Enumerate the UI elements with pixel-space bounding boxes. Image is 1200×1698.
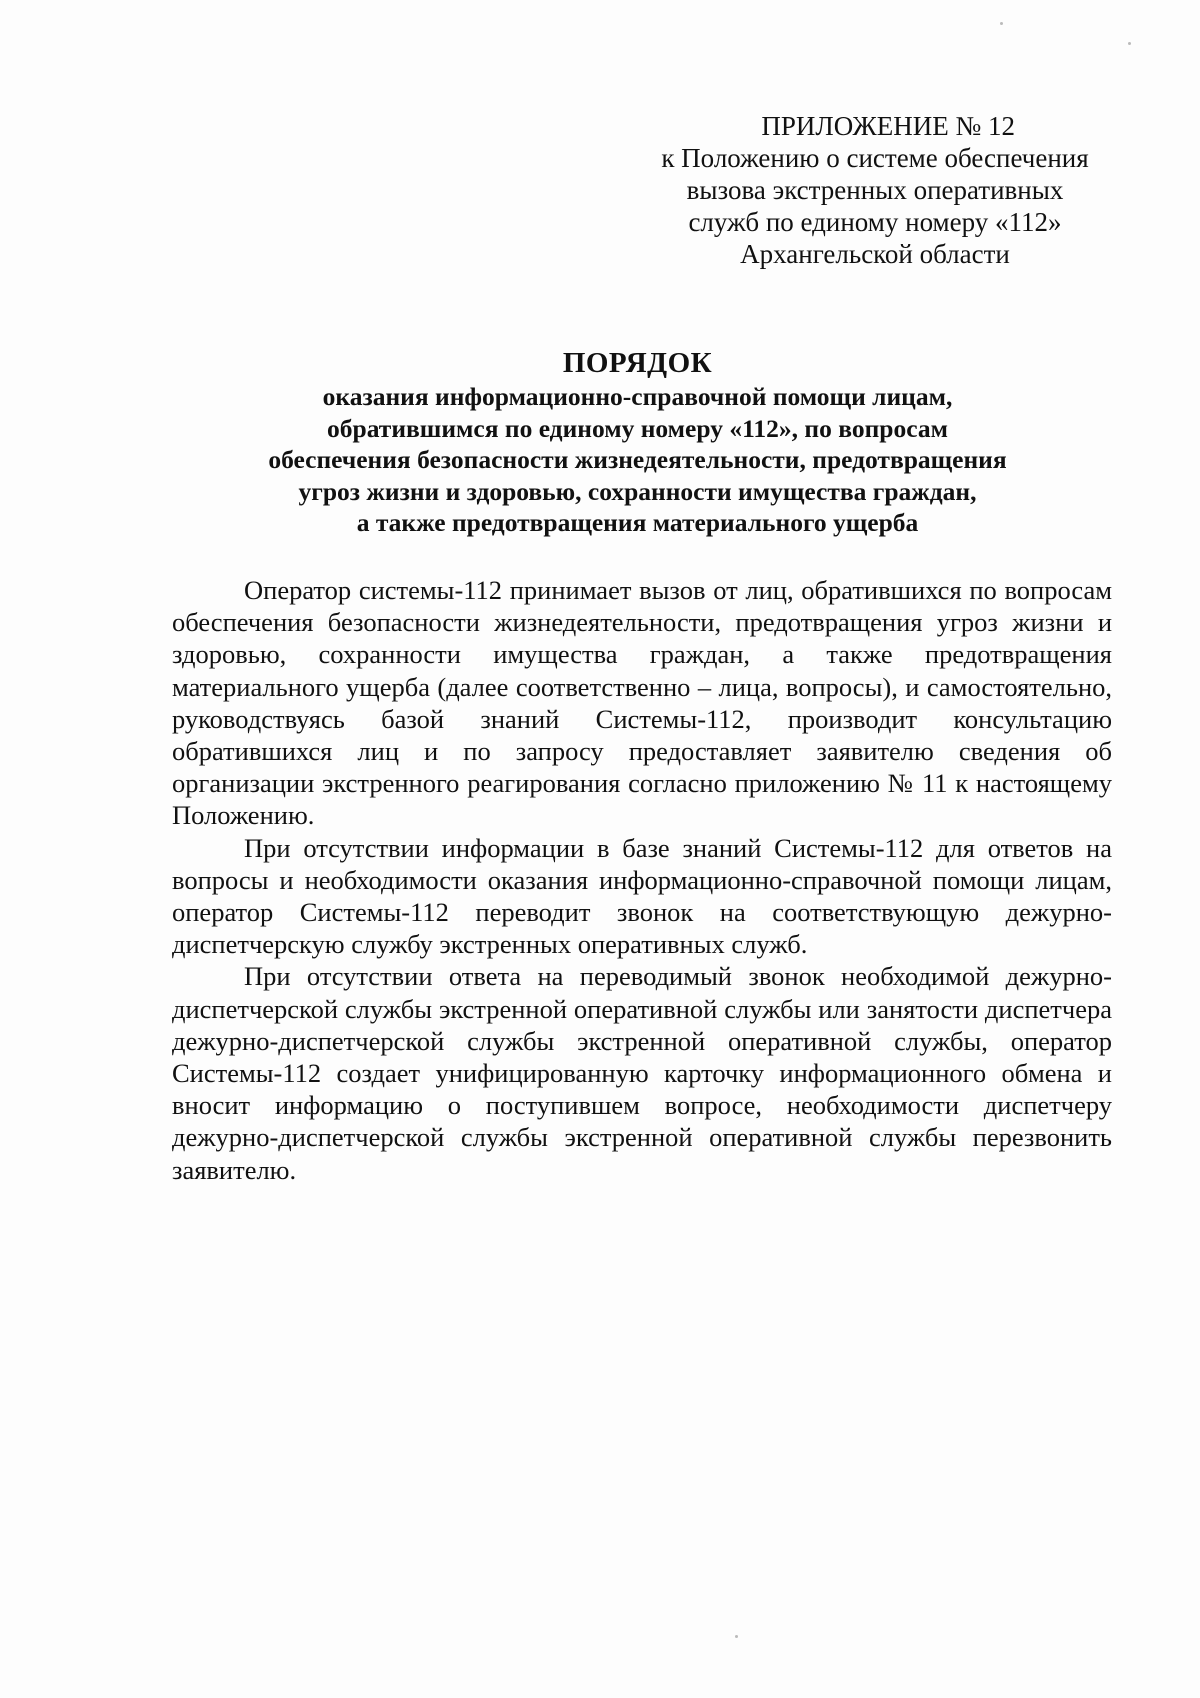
- appendix-header: [640, 110, 1110, 270]
- document-title: ПОРЯДОК: [562, 347, 713, 379]
- scan-speck: [735, 1635, 738, 1638]
- heading-line: а также предотвращения материального ущерба: [356, 508, 919, 537]
- appendix-number: ПРИЛОЖЕНИЕ № 12: [761, 111, 1015, 141]
- heading-line: обеспечения безопасности жизнедеятельности, предотвращения: [268, 445, 1007, 474]
- appendix-line: Архангельской области: [740, 239, 1010, 269]
- scan-speck: [1000, 22, 1003, 25]
- paragraph: Оператор системы-112 принимает вызов от лиц, обратившихся по вопросам обеспечения безопасности жизнедеятельности, предотвращения угроз жизни и здоровью, сохранности имущества граждан, а также предотвращения материального ущерба (далее соответственно – лица, вопросы), и самостоятельно, руководствуясь базой знаний Системы-112, производит консультацию обратившихся лиц и по запросу предоставляет заявителю сведения об организации экстренного реагирования согласно приложению № 11 к настоящему Положению.: [172, 575, 1112, 831]
- scan-speck: [1128, 42, 1131, 45]
- document-heading: [170, 345, 1105, 539]
- heading-line: угроз жизни и здоровью, сохранности имущества граждан,: [298, 476, 977, 506]
- heading-line: оказания информационно-справочной помощи лицам,: [322, 382, 953, 411]
- heading-line: обратившимся по единому номеру «112», по вопросам: [327, 413, 948, 443]
- document-body: [172, 574, 1112, 1186]
- appendix-line: к Положению о системе обеспечения: [661, 143, 1089, 173]
- appendix-line: служб по единому номеру «112»: [688, 207, 1062, 237]
- paragraph: При отсутствии ответа на переводимый звонок необходимой дежурно-диспетчерской службы экстренной оперативной службы или занятости диспетчера дежурно-диспетчерской службы экстренной оперативной службы, оператор Системы-112 создает унифицированную карточку информационного обмена и вносит информацию о поступившем вопросе, необходимости диспетчеру дежурно-диспетчерской службы экстренной оперативной службы перезвонить заявителю.: [172, 961, 1112, 1185]
- paragraph: При отсутствии информации в базе знаний Системы-112 для ответов на вопросы и необходимости оказания информационно-справочной помощи лицам, оператор Системы-112 переводит звонок на соответствующую дежурно-диспетчерскую службу экстренных оперативных служб.: [172, 832, 1112, 960]
- appendix-line: вызова экстренных оперативных: [686, 175, 1064, 205]
